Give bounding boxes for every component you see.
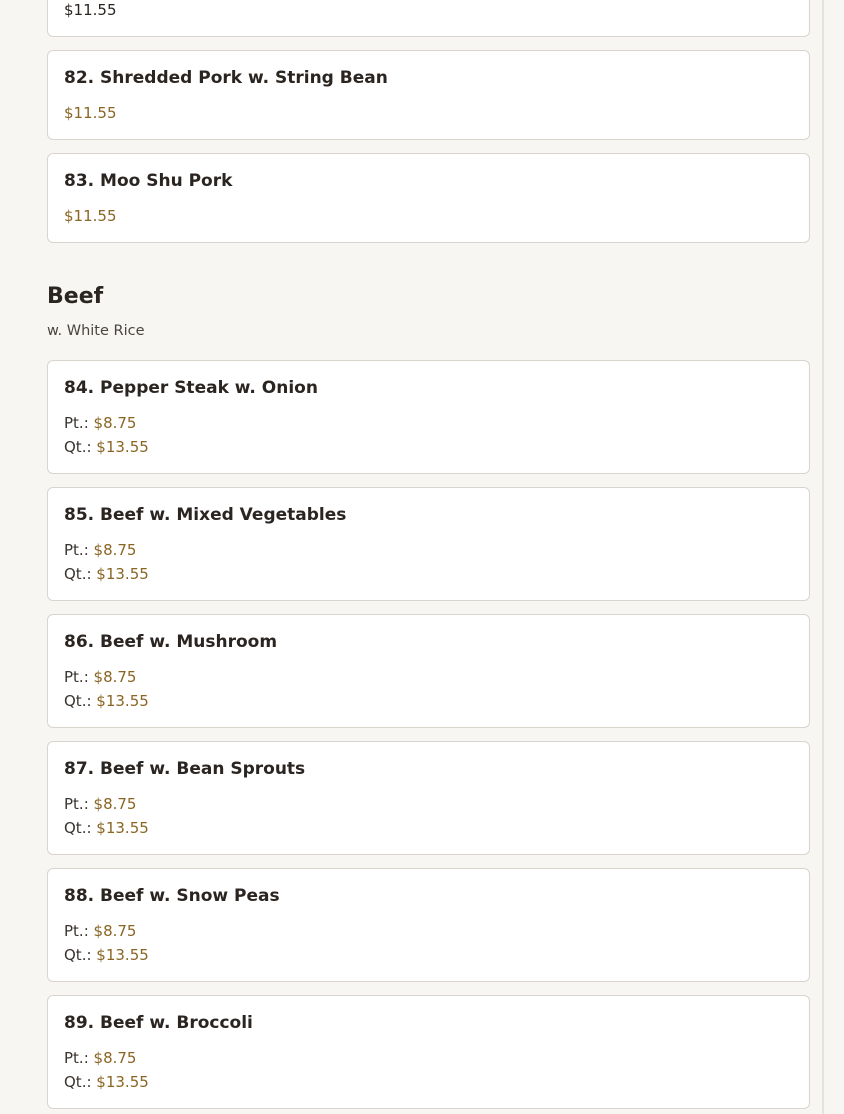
pint-price-line (64, 794, 136, 814)
quart-label: Qt.: (64, 692, 92, 710)
item-price: $11.55 (64, 207, 117, 225)
item-name: 87. Beef w. Bean Sprouts (64, 759, 306, 779)
quart-price: $13.55 (96, 438, 149, 456)
item-name: 86. Beef w. Mushroom (64, 632, 278, 652)
quart-price-line (64, 818, 149, 838)
quart-label: Qt.: (64, 819, 92, 837)
right-divider (822, 0, 824, 1114)
item-name: 85. Beef w. Mixed Vegetables (64, 505, 347, 525)
quart-price: $13.55 (96, 946, 149, 964)
item-name: 88. Beef w. Snow Peas (64, 886, 280, 906)
pint-label: Pt.: (64, 414, 89, 432)
menu-item-card[interactable] (47, 614, 810, 728)
quart-price-line (64, 437, 149, 457)
pint-price: $8.75 (93, 414, 137, 432)
menu-item-card[interactable] (47, 50, 810, 140)
quart-price: $13.55 (96, 819, 149, 837)
pint-label: Pt.: (64, 668, 89, 686)
menu-item-card[interactable] (47, 153, 810, 243)
quart-price-line (64, 564, 149, 584)
item-name: 83. Moo Shu Pork (64, 171, 233, 191)
pint-price-line (64, 921, 136, 941)
pint-price-line (64, 1048, 136, 1068)
menu-item-card[interactable] (47, 360, 810, 474)
pint-price-line (64, 667, 136, 687)
pint-label: Pt.: (64, 922, 89, 940)
pint-price: $8.75 (93, 1049, 137, 1067)
quart-label: Qt.: (64, 438, 92, 456)
quart-price-line (64, 1072, 149, 1092)
pint-price-line (64, 540, 136, 560)
quart-label: Qt.: (64, 1073, 92, 1091)
menu-item-card[interactable] (47, 868, 810, 982)
section-title: Beef (47, 284, 104, 309)
pint-price: $8.75 (93, 795, 137, 813)
quart-price: $13.55 (96, 1073, 149, 1091)
item-name: 82. Shredded Pork w. String Bean (64, 68, 388, 88)
quart-price: $13.55 (96, 692, 149, 710)
quart-price-line (64, 945, 149, 965)
pint-price-line (64, 413, 136, 433)
quart-price-line (64, 691, 149, 711)
item-price: $11.55 (64, 1, 117, 19)
item-price: $11.55 (64, 104, 117, 122)
menu-item-card[interactable] (47, 0, 810, 37)
item-name: 84. Pepper Steak w. Onion (64, 378, 318, 398)
pint-label: Pt.: (64, 541, 89, 559)
quart-label: Qt.: (64, 946, 92, 964)
menu-item-card[interactable] (47, 741, 810, 855)
item-name: 89. Beef w. Broccoli (64, 1013, 253, 1033)
menu-item-card[interactable] (47, 995, 810, 1109)
menu-item-card[interactable] (47, 487, 810, 601)
pint-price: $8.75 (93, 922, 137, 940)
pint-price: $8.75 (93, 541, 137, 559)
quart-price: $13.55 (96, 565, 149, 583)
pint-label: Pt.: (64, 1049, 89, 1067)
pint-label: Pt.: (64, 795, 89, 813)
quart-label: Qt.: (64, 565, 92, 583)
section-subtitle: w. White Rice (47, 323, 145, 339)
pint-price: $8.75 (93, 668, 137, 686)
